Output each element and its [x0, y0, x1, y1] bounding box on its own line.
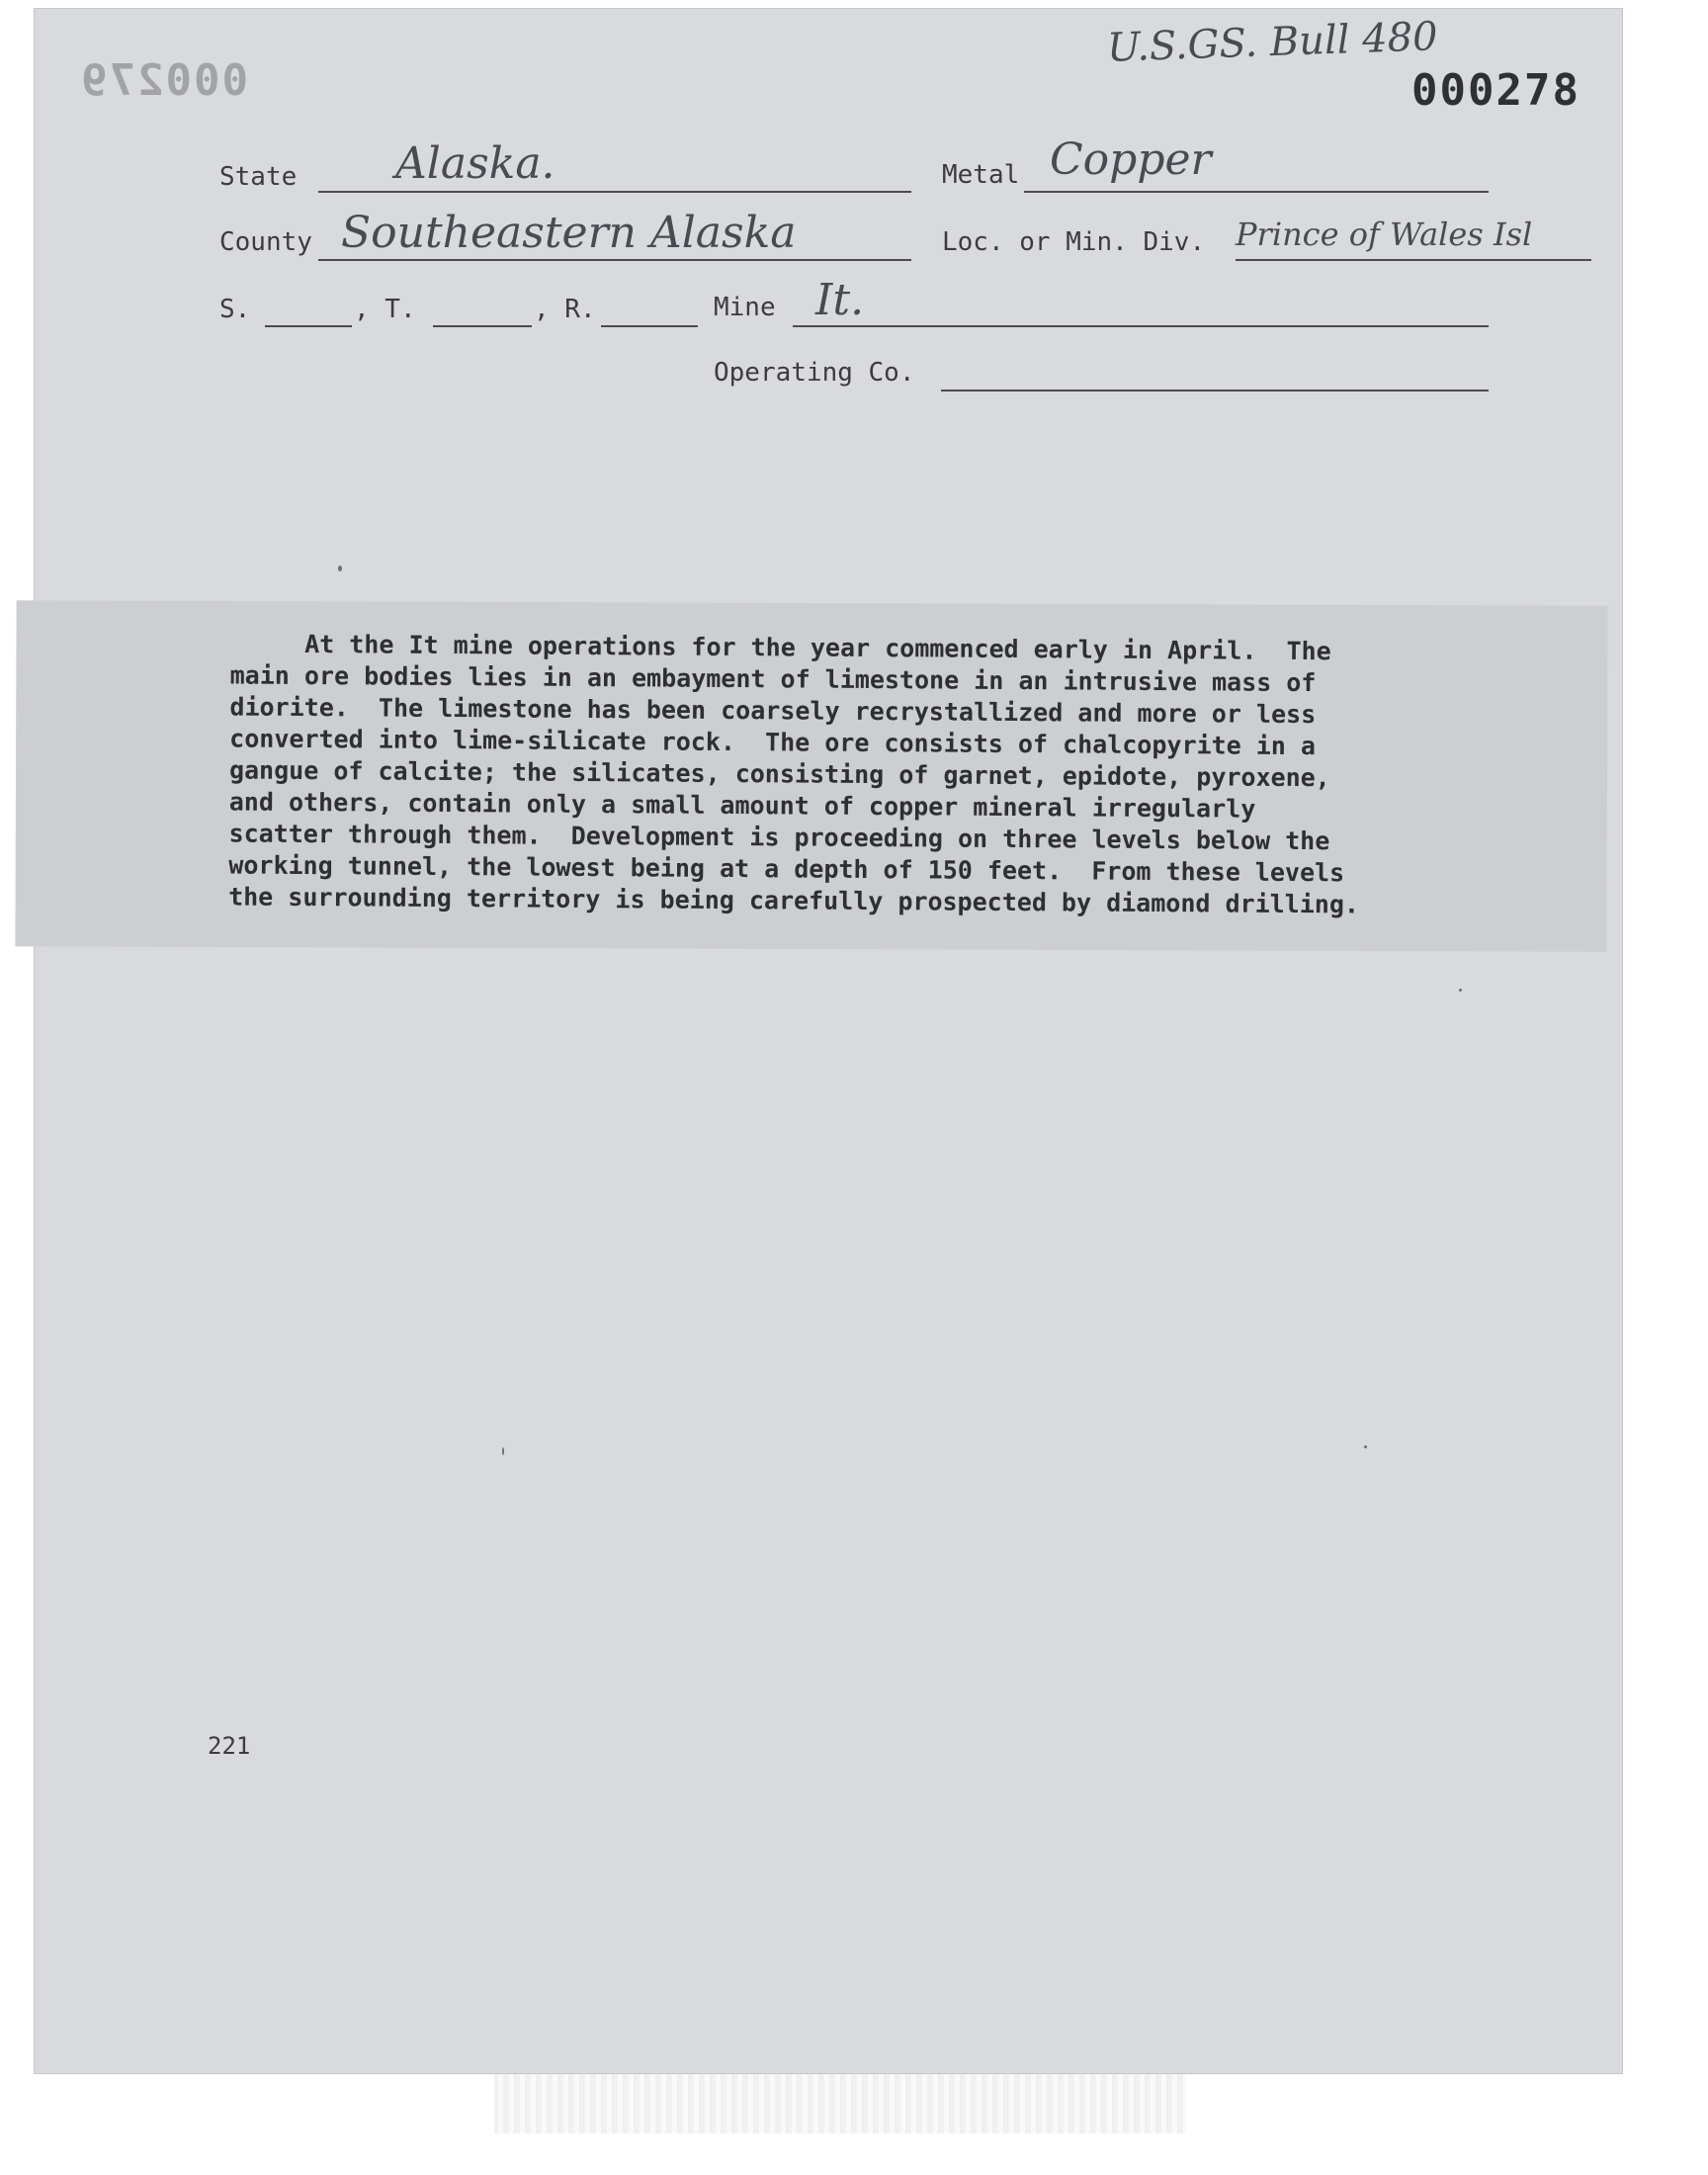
page-number: 221: [208, 1732, 251, 1760]
bulletin-annotation: U.S.GS. Bull 480: [1106, 14, 1439, 71]
description-line: main ore bodies lies in an embayment of limestone in an intrusive mass of: [229, 660, 1317, 698]
township-line: [433, 325, 532, 327]
loc-line: [1236, 259, 1591, 261]
county-value: Southeastern Alaska: [341, 208, 797, 258]
section-line: [265, 325, 352, 327]
description-line: gangue of calcite; the silicates, consisting of garnet, epidote, pyroxene,: [228, 755, 1330, 793]
scan-speck: [338, 566, 342, 571]
description-line: working tunnel, the lowest being at a depth of 150 feet. From these levels: [228, 850, 1345, 888]
description-line: converted into lime-silicate rock. The ore consists of chalcopyrite in a: [229, 724, 1317, 761]
township-label: , T.: [354, 295, 416, 324]
scan-speck: [1459, 989, 1462, 992]
metal-line: [1024, 191, 1489, 193]
mine-label: Mine: [714, 293, 776, 322]
range-label: , R.: [534, 295, 596, 324]
loc-value: Prince of Wales Isl: [1236, 216, 1533, 253]
scan-speck: [502, 1447, 504, 1455]
county-line: [318, 259, 911, 261]
loc-label: Loc. or Min. Div.: [942, 227, 1206, 257]
description-line: scatter through them. Development is proceeding on three levels below the: [228, 819, 1330, 856]
record-number-ghost: 000279: [79, 55, 248, 106]
metal-value: Copper: [1050, 134, 1212, 185]
scan-edge: [494, 2074, 1186, 2133]
section-label: S.: [219, 295, 251, 324]
description-line: and others, contain only a small amount of copper mineral irregularly: [228, 787, 1256, 824]
description-line: the surrounding territory is being carefully prospected by diamond drilling.: [228, 882, 1360, 919]
state-value: Alaska.: [395, 138, 555, 189]
mine-value: It.: [815, 275, 865, 325]
state-line: [318, 191, 911, 193]
operating-co-line: [941, 390, 1489, 392]
metal-label: Metal: [942, 160, 1020, 190]
description-line: diorite. The limestone has been coarsely recrystallized and more or less: [229, 692, 1317, 730]
mine-line: [793, 325, 1489, 327]
range-line: [601, 325, 698, 327]
record-number-stamp: 000278: [1411, 65, 1580, 116]
scan-speck: [1364, 1445, 1367, 1448]
description-line: At the It mine operations for the year commenced early in April. The: [229, 629, 1331, 666]
mine-description: [228, 628, 1515, 921]
operating-co-label: Operating Co.: [714, 358, 915, 388]
county-label: County: [219, 227, 312, 257]
state-label: State: [219, 162, 298, 192]
